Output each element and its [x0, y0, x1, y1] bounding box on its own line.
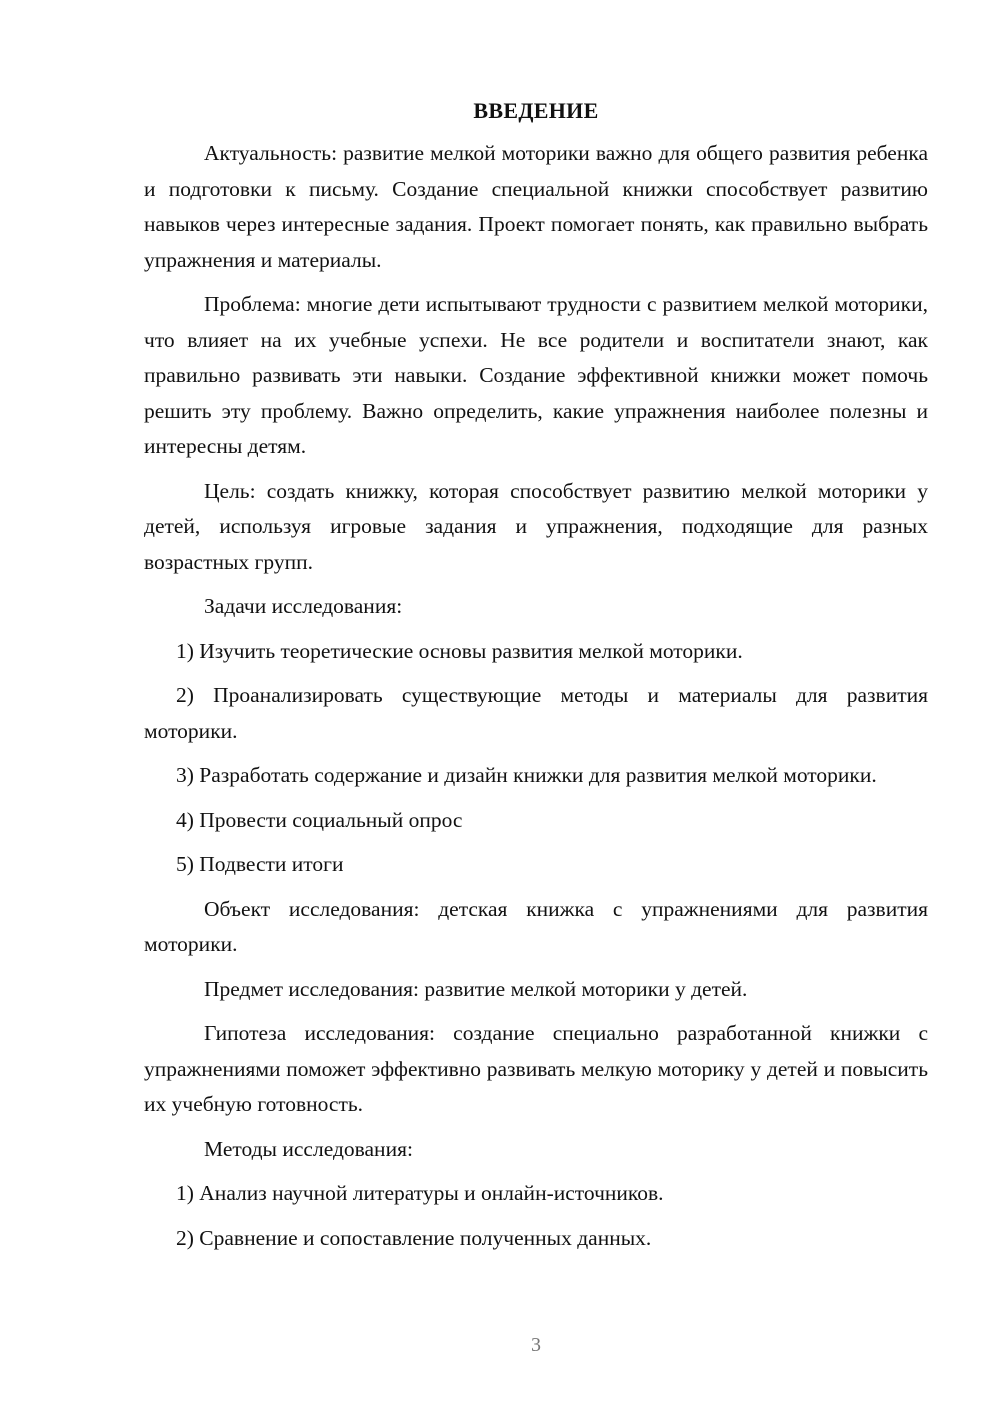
goal-paragraph: Цель: создать книжку, которая способствует развитию мелкой моторики у детей, используя игровые задания и упражнения, подходящие для разных возрастных групп. [144, 478, 928, 574]
page-content [144, 96, 928, 1265]
page-title: ВВЕДЕНИЕ [473, 98, 599, 123]
task-item-3: 3) Разработать содержание и дизайн книжки для развития мелкой моторики. [176, 763, 877, 787]
method-item-2: 2) Сравнение и сопоставление полученных данных. [176, 1225, 652, 1250]
subject-paragraph: Предмет исследования: развитие мелкой моторики у детей. [204, 976, 748, 1001]
task-item-1: 1) Изучить теоретические основы развития мелкой моторики. [176, 638, 743, 663]
task-item-2: 2) Проанализировать существующие методы и материалы для развития моторики. [144, 683, 928, 743]
task-item-4: 4) Провести социальный опрос [176, 807, 463, 832]
task-item-5: 5) Подвести итоги [176, 852, 344, 876]
page-number: 3 [531, 1334, 541, 1356]
methods-heading: Методы исследования: [204, 1136, 413, 1161]
hypothesis-paragraph: Гипотеза исследования: создание специально разработанной книжки с упражнениями поможет эффективно развивать мелкую моторику у детей и повысить их учебную готовность. [144, 1021, 928, 1116]
problem-paragraph: Проблема: многие дети испытывают трудности с развитием мелкой моторики, что влияет на их учебные успехи. Не все родители и воспитатели знают, как правильно развивать эти навыки. Создание эффективной книжки может помочь решить эту проблему. Важно определить, какие упражнения наиболее полезны и интересны детям. [144, 292, 928, 458]
relevance-paragraph: Актуальность: развитие мелкой моторики важно для общего развития ребенка и подготовки к письму. Создание специальной книжки способствует развитию навыков через интересные задания. Проект помогает понять, как правильно выбрать упражнения и материалы. [144, 141, 928, 272]
tasks-heading: Задачи исследования: [204, 594, 403, 618]
method-item-1: 1) Анализ научной литературы и онлайн-источников. [176, 1181, 664, 1205]
object-paragraph: Объект исследования: детская книжка с упражнениями для развития моторики. [144, 896, 928, 956]
